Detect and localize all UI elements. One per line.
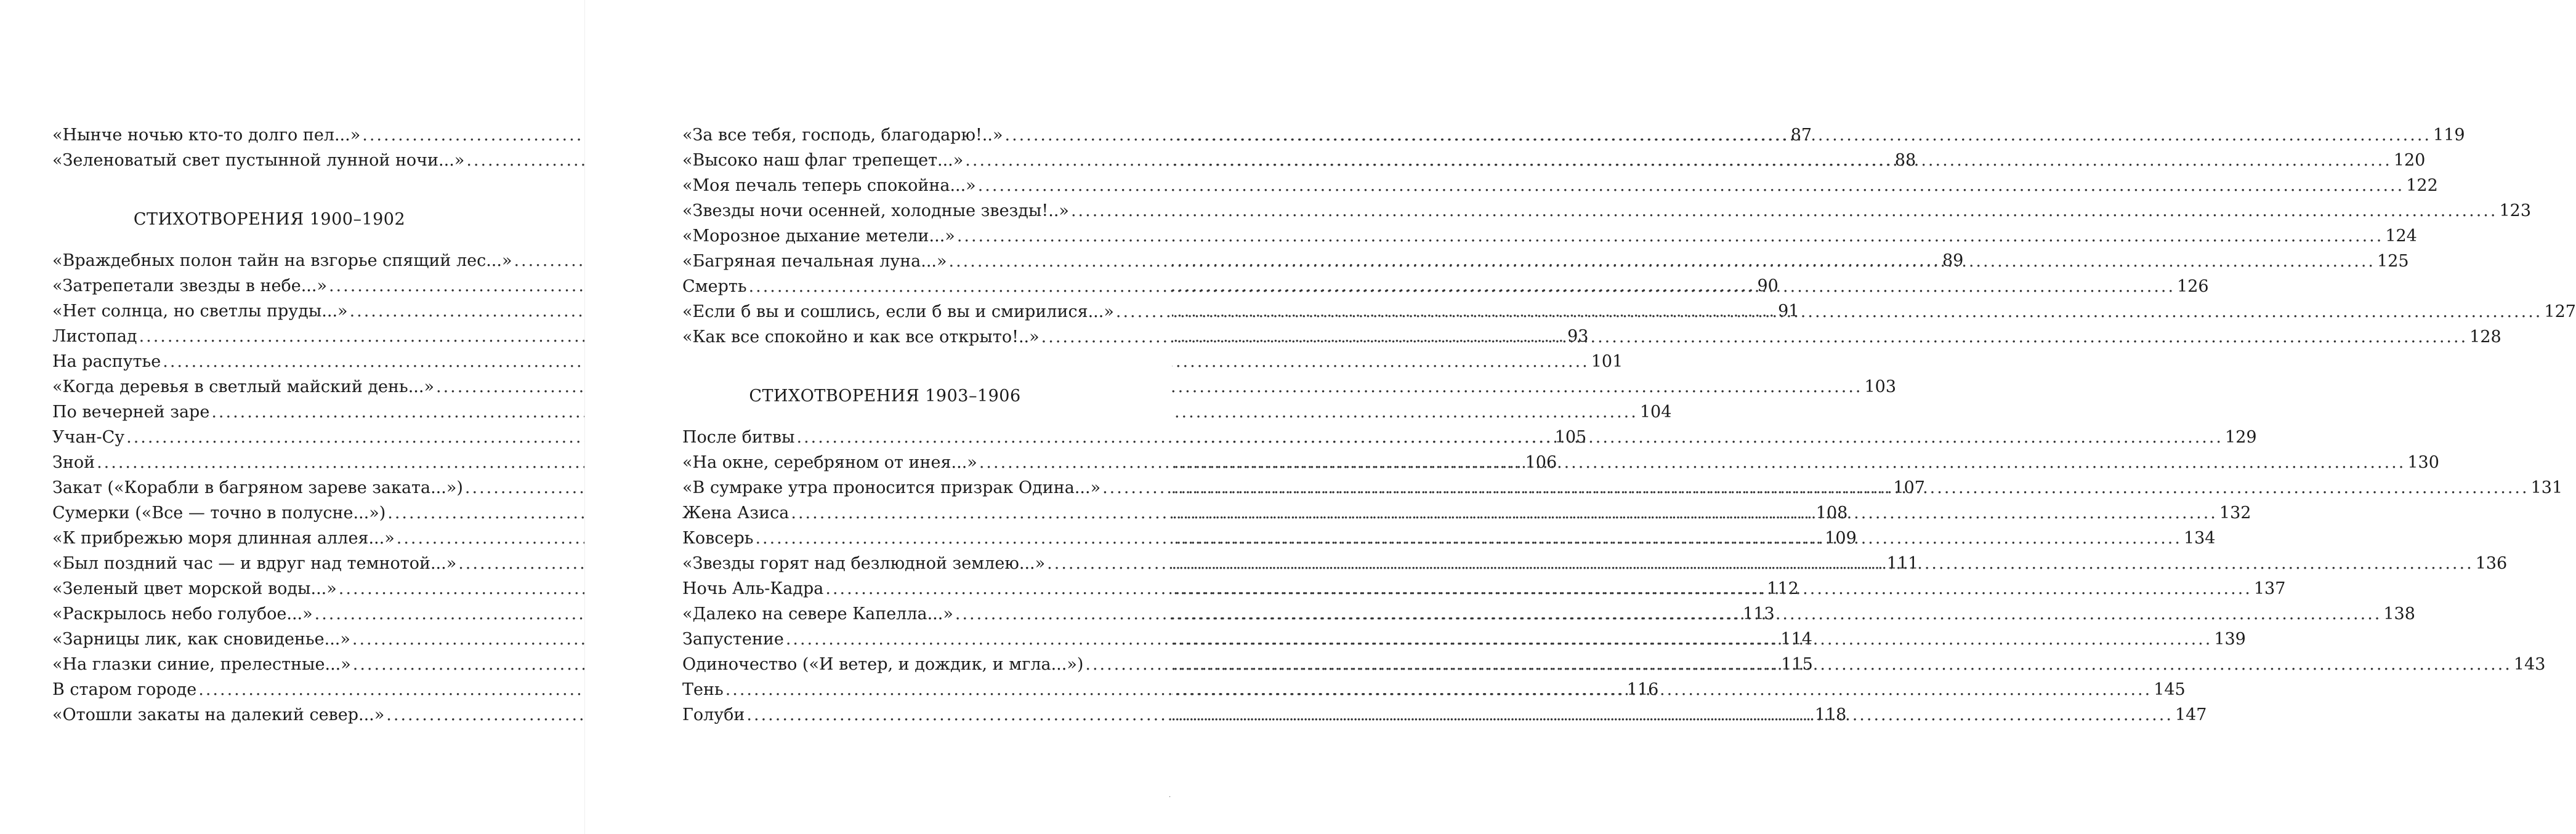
toc-entry-page-number: 87 (1790, 126, 1812, 145)
toc-entry-page-number: 89 (1942, 251, 1964, 270)
toc-entry-title: Закат («Корабли в багряном зареве заката...») (52, 478, 463, 497)
toc-entry-page-number: 129 (2225, 428, 2257, 447)
toc-entry-title: Листопад (52, 327, 137, 346)
toc-entry-title: В старом городе (52, 680, 197, 699)
toc-entry-page-number: 126 (2177, 277, 2209, 296)
toc-entry (682, 173, 2438, 198)
toc-entry-page-number: 139 (2214, 630, 2246, 649)
toc-entry-page-number: 114 (1780, 630, 1812, 649)
toc-entry-title: «К прибрежью моря длинная аллея...» (52, 529, 395, 548)
toc-entry-page-number: 111 (1886, 554, 1919, 573)
toc-entry-title: Голуби (682, 705, 745, 724)
dot-leader (755, 526, 2182, 551)
dot-leader (1041, 324, 2468, 350)
toc-entry-page-number: 108 (1815, 503, 1848, 523)
toc-entry-page-number: 125 (2377, 252, 2409, 271)
dot-leader (965, 148, 2392, 173)
toc-entry-title: «Если б вы и сошлись, если б вы и смирилися...» (682, 302, 1114, 321)
toc-entry-title: «Был поздний час — и вдруг над темнотой...» (52, 554, 457, 573)
dot-leader (725, 677, 2152, 702)
toc-entry-title: Смерть (682, 277, 747, 296)
toc-entry-title: Ночь Аль-Кадра (682, 579, 824, 598)
toc-entry (682, 198, 2532, 223)
toc-entry (52, 349, 1623, 374)
toc-entry-title: «Нет солнца, но светлы пруды...» (52, 302, 348, 321)
toc-entry-page-number: 109 (1825, 529, 1857, 548)
dot-leader (746, 702, 2173, 728)
toc-entry-title: Сумерки («Все — точно в полусне...») (52, 503, 386, 523)
toc-entry-title: «В сумраке утра проносится призрак Одина...» (682, 478, 1101, 497)
toc-entry-page-number: 88 (1894, 151, 1916, 170)
toc-entry-page-number: 132 (2219, 503, 2251, 523)
toc-entry-page-number: 123 (2499, 201, 2532, 220)
toc-entry-title: «Звезды горят над безлюдной землею...» (682, 554, 1046, 573)
toc-entry-page-number: 113 (1743, 604, 1775, 623)
toc-entry-title: Одиночество («И ветер, и дождик, и мгла...») (682, 655, 1084, 674)
toc-entry-title: «Морозное дыхание метели...» (682, 227, 955, 246)
toc-entry-page-number: 131 (2530, 478, 2563, 497)
toc-entry-page-number: 143 (2513, 655, 2546, 674)
dot-leader (797, 425, 2224, 450)
toc-entry-title: «Звезды ночи осенней, холодные звезды!..» (682, 201, 1069, 220)
toc-entry-page-number: 93 (1567, 327, 1589, 346)
toc-entry (682, 223, 2417, 249)
toc-entry-title: «На окне, серебряном от инея...» (682, 453, 977, 472)
dot-leader (1047, 551, 2474, 576)
toc-entry-title: «Нынче ночью кто-то долго пел...» (52, 126, 361, 145)
dot-leader (979, 450, 2406, 475)
toc-entry-page-number: 120 (2393, 151, 2426, 170)
toc-entry-page-number: 116 (1626, 680, 1659, 699)
toc-entry-title: После битвы (682, 428, 795, 447)
toc-entry-title: По вечерней заре (52, 403, 210, 422)
section-heading-1903-1906: СТИХОТВОРЕНИЯ 1903–1906 (749, 387, 1021, 406)
toc-entry-page-number: 134 (2183, 529, 2216, 548)
toc-entry-title: «Высоко наш флаг трепещет...» (682, 151, 964, 170)
toc-entry-title: «Зарницы лик, как сновиденье...» (52, 630, 350, 649)
dot-leader (978, 173, 2405, 198)
dot-leader (1085, 652, 2512, 677)
toc-entry-title: «Далеко на севере Капелла...» (682, 604, 953, 623)
toc-entry-title: «Багряная печальная луна...» (682, 252, 947, 271)
toc-entry-page-number: 130 (2407, 453, 2439, 472)
toc-entry-page-number: 105 (1554, 428, 1587, 447)
toc-entry-title: Жена Азиса (682, 503, 789, 523)
toc-entry-title: Учан-Су (52, 428, 125, 447)
toc-entry-page-number: 106 (1525, 453, 1557, 472)
toc-entry (52, 399, 1672, 425)
dot-leader (955, 601, 2382, 627)
toc-entry-page-number: 124 (2385, 227, 2417, 246)
toc-entry-title: «Отошли закаты на далекий север...» (52, 705, 385, 724)
toc-entry-page-number: 136 (2475, 554, 2508, 573)
dot-leader (1116, 299, 2543, 324)
toc-entry-title: Запустение (682, 630, 784, 649)
toc-entry-page-number: 90 (1757, 276, 1779, 295)
toc-entry-title: «На глазки синие, прелестные...» (52, 655, 351, 674)
toc-entry-page-number: 101 (1591, 352, 1623, 371)
toc-entry-page-number: 122 (2406, 176, 2438, 195)
toc-entry-page-number: 115 (1781, 655, 1813, 674)
section-heading-1900-1902: СТИХОТВОРЕНИЯ 1900–1902 (133, 210, 406, 229)
toc-entry-page-number: 137 (2253, 579, 2286, 598)
toc-entry-title: Тень (682, 680, 724, 699)
toc-entry-page-number: 119 (2433, 126, 2465, 145)
toc-entry-title: «Враждебных полон тайн на взгорье спящий лес...» (52, 251, 512, 270)
toc-entry-title: «Зеленый цвет морской воды...» (52, 579, 337, 598)
toc-entry-page-number: 128 (2469, 327, 2501, 347)
toc-entry-page-number: 138 (2383, 604, 2415, 623)
page-edge-mark: · (1169, 794, 1171, 801)
toc-entry-page-number: 127 (2544, 302, 2576, 321)
toc-entry-title: Зной (52, 453, 95, 472)
toc-entry-title: «Зеленоватый свет пустынной лунной ночи...» (52, 151, 465, 170)
toc-entry-title: «Моя печаль теперь спокойна...» (682, 176, 976, 195)
toc-entry-title: Ковсерь (682, 529, 754, 548)
toc-entry-title: «Раскрылось небо голубое...» (52, 604, 313, 623)
toc-entry-page-number: 103 (1864, 377, 1897, 396)
dot-leader (749, 274, 2176, 299)
dot-leader (949, 249, 2376, 274)
dot-leader (786, 627, 2213, 652)
toc-entry-title: На распутье (52, 352, 161, 371)
dot-leader (1005, 122, 2432, 148)
toc-entry-page-number: 118 (1814, 705, 1847, 724)
toc-entry-page-number: 147 (2174, 705, 2207, 724)
dot-leader (1102, 475, 2529, 500)
toc-entry-page-number: 145 (2154, 680, 2186, 699)
toc-entry-title: «Когда деревья в светлый майский день...» (52, 377, 434, 396)
toc-entry-title: «Затрепетали звезды в небе...» (52, 276, 327, 295)
toc-entry-page-number: 107 (1893, 478, 1925, 497)
toc-entry-title: «Как все спокойно и как все открыто!..» (682, 327, 1040, 347)
toc-entry-title: «За все тебя, господь, благодарю!..» (682, 126, 1003, 145)
dot-leader (957, 223, 2384, 249)
toc-entry-page-number: 112 (1767, 579, 1799, 598)
dot-leader (825, 576, 2252, 601)
toc-entry-page-number: 104 (1639, 403, 1672, 422)
dot-leader (1071, 198, 2498, 223)
dot-leader (791, 500, 2218, 526)
toc-entry-page-number: 91 (1778, 302, 1799, 321)
